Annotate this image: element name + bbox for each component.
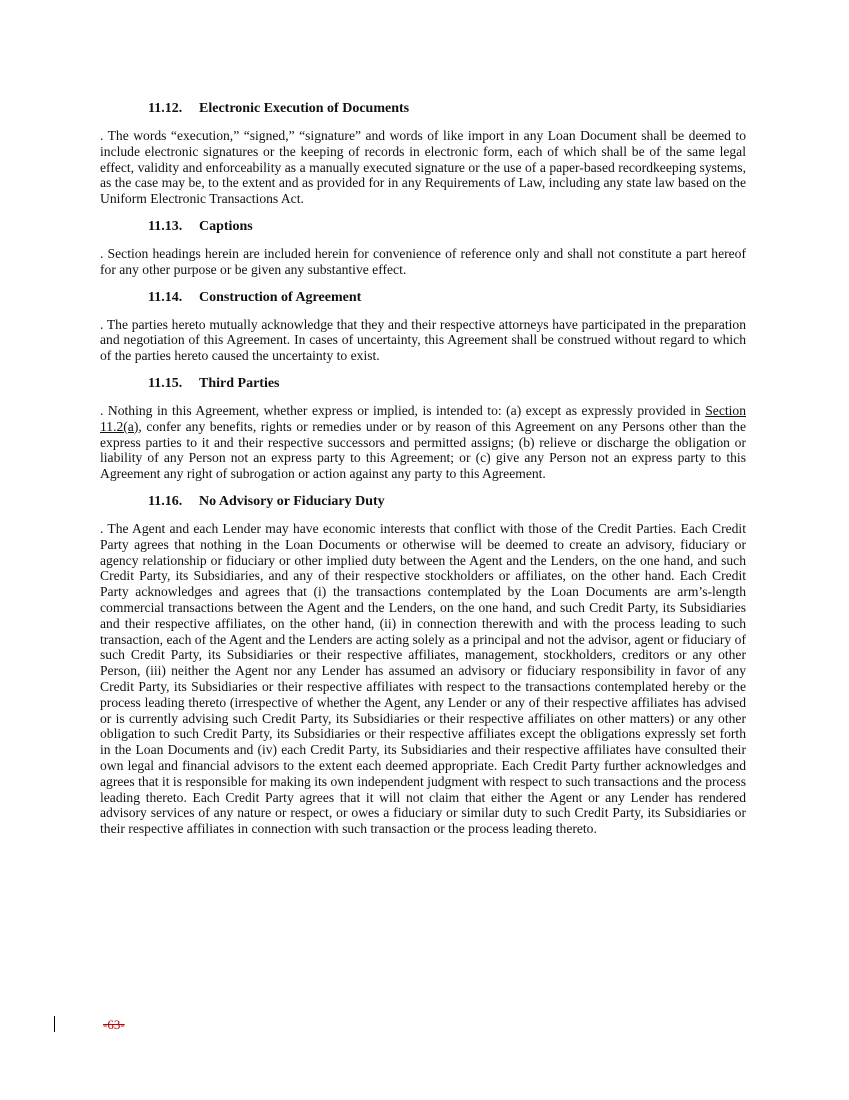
section-number: 11.15. (148, 375, 183, 391)
section-title: Electronic Execution of Documents (199, 101, 410, 116)
section-number: 11.14. (148, 289, 183, 305)
body-text: . Nothing in this Agreement, whether express or implied, is intended to: (a) except as expressly provided in (100, 402, 706, 418)
section-heading-11-12 (100, 100, 746, 118)
section-number: 11.13. (148, 218, 183, 234)
section-title: Captions (199, 218, 253, 234)
section-body-11-15 (100, 403, 746, 482)
section-body-11-16: . The Agent and each Lender may have economic interests that conflict with those of the Credit Parties. Each Credit Party agrees that nothing in the Loan Documents or otherwise will be deemed to create an advisory, fiduciary or agency relationship or fiduciary or other implied duty between the Agent and the Lenders, on the one hand, and such Credit Party, its Subsidiaries, and any of their respective stockholders or affiliates, on the other hand. Each Credit Party acknowledges and agrees that (i) the transactions contemplated by the Loan Documents are arm’s-length commercial transactions between the Agent and the Lenders, on the one hand, and such Credit Party, its Subsidiaries and their respective affiliates, on the other hand, (ii) in connection therewith and with the process leading to such transaction, each of the Agent and the Lenders are acting solely as a principal and not the advisor, agent or fiduciary of such Credit Party, its Subsidiaries or their respective affiliates, management, stockholders, creditors or any other Person, (iii) neither the Agent nor any Lender has assumed an advisory or fiduciary responsibility in favor of any Credit Party, its Subsidiaries or their respective affiliates with respect to the transactions contemplated hereby or the process leading thereto (irrespective of whether the Agent, any Lender or any of their respective affiliates has advised or is currently advising such Credit Party, its Subsidiaries or their respective affiliates on other matters) or any other obligation to such Credit Party, its Subsidiaries or their respective affiliates except the obligations expressly set forth in the Loan Documents and (iv) each Credit Party, its Subsidiaries and their respective affiliates have consulted their own legal and financial advisors to the extent each deemed appropriate. Each Credit Party further acknowledges and agrees that it is responsible for making its own independent judgment with respect to such transactions and the process leading thereto. Each Credit Party agrees that it will not claim that either the Agent or any Lender has rendered advisory services of any nature or respect, or owes a fiduciary or similar duty to such Credit Party, its Subsidiaries or their respective affiliates in connection with such transaction or the process leading thereto. (100, 520, 746, 837)
section-title: Construction of Agreement (199, 289, 362, 305)
section-heading-11-14 (100, 289, 746, 307)
document-body (100, 100, 746, 848)
section-body-11-12: . The words “execution,” “signed,” “signature” and words of like import in any Loan Document shall be deemed to include electronic signatures or the keeping of records in electronic form, each of which shall be of the same legal effect, validity and enforceability as a manually executed signature or the use of a paper-based recordkeeping systems, as the case may be, to the extent and as provided for in any Requirements of Law, including any state law based on the Uniform Electronic Transactions Act. (100, 128, 746, 207)
section-body-11-14: . The parties hereto mutually acknowledge that they and their respective attorneys have participated in the preparation and negotiation of this Agreement. In cases of uncertainty, this Agreement shall be construed without regard to which of the parties hereto caused the uncertainty to exist. (100, 316, 746, 364)
section-heading-11-15 (100, 375, 746, 393)
section-title: No Advisory or Fiduciary Duty (199, 493, 385, 509)
section-title: Third Parties (199, 375, 280, 391)
section-reference-link[interactable]: Section 11.2(a) (100, 402, 746, 434)
body-text: , confer any benefits, rights or remedies under or by reason of this Agreement on any Persons other than the express parties to it and their respective successors and permitted assigns; (b) relieve or discharge the obligation or liability of any Person not an express party to this Agreement; or (c) give any Person not an express party to this Agreement any right of subrogation or action against any party to this Agreement. (100, 418, 746, 482)
section-heading-11-16 (100, 493, 746, 511)
section-heading-11-13 (100, 218, 746, 236)
section-body-11-13: . Section headings herein are included herein for convenience of reference only and shall not constitute a part hereof for any other purpose or be given any substantive effect. (100, 245, 746, 277)
section-number: 11.12. (148, 101, 183, 116)
section-number: 11.16. (148, 493, 183, 509)
revision-bar (54, 1016, 55, 1032)
page-number: -63- (103, 1017, 125, 1032)
